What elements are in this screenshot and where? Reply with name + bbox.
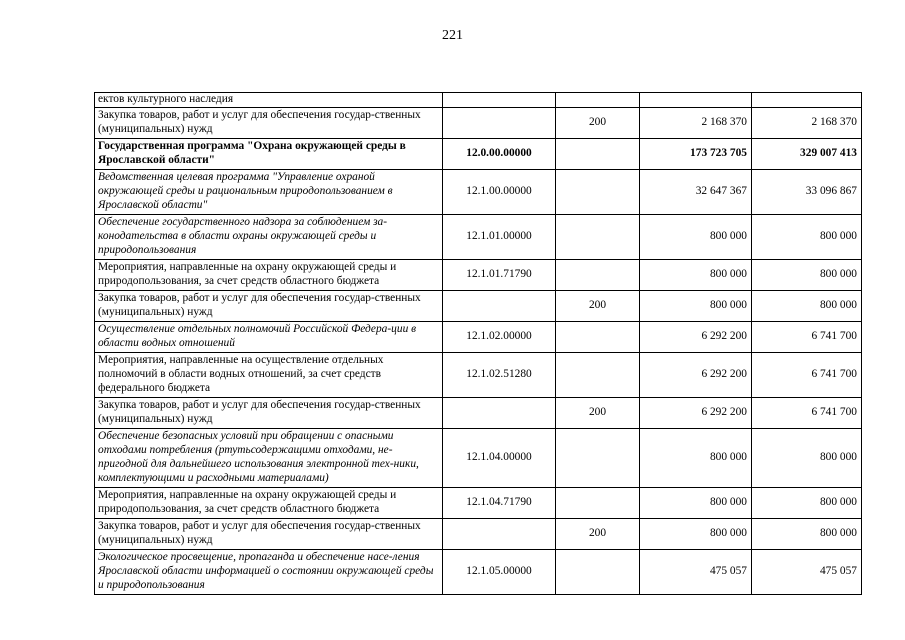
row-name: Обеспечение государственного надзора за соблюдением за-конодательства в области охраны окружающей среды и природопользования [95, 214, 443, 259]
row-expense-type [556, 487, 640, 518]
table-row [95, 487, 862, 518]
row-expense-type [556, 138, 640, 169]
page-number: 221 [442, 28, 463, 43]
row-value-2: 6 741 700 [752, 321, 862, 352]
row-value-2: 800 000 [752, 259, 862, 290]
row-expense-type: 200 [556, 397, 640, 428]
row-name: Мероприятия, направленные на охрану окружающей среды и природопользования, за счет средств областного бюджета [95, 259, 443, 290]
row-code [443, 397, 556, 428]
row-name: Закупка товаров, работ и услуг для обеспечения государ-ственных (муниципальных) нужд [95, 397, 443, 428]
row-expense-type: 200 [556, 518, 640, 549]
row-expense-type [556, 321, 640, 352]
row-name: ектов культурного наследия [95, 93, 443, 108]
row-expense-type: 200 [556, 290, 640, 321]
row-code: 12.1.00.00000 [443, 169, 556, 214]
table-row [95, 169, 862, 214]
table-row [95, 214, 862, 259]
budget-table [94, 92, 862, 595]
table-row [95, 290, 862, 321]
table-row [95, 321, 862, 352]
row-expense-type [556, 214, 640, 259]
row-value-2: 329 007 413 [752, 138, 862, 169]
row-value-1: 475 057 [640, 549, 752, 594]
row-value-1 [640, 93, 752, 108]
table-row [95, 549, 862, 594]
row-value-2: 33 096 867 [752, 169, 862, 214]
row-name: Закупка товаров, работ и услуг для обеспечения государ-ственных (муниципальных) нужд [95, 107, 443, 138]
row-value-1: 6 292 200 [640, 352, 752, 397]
row-code: 12.1.05.00000 [443, 549, 556, 594]
row-code: 12.1.02.51280 [443, 352, 556, 397]
table-row [95, 397, 862, 428]
row-value-2: 6 741 700 [752, 352, 862, 397]
row-name: Закупка товаров, работ и услуг для обеспечения государ-ственных (муниципальных) нужд [95, 518, 443, 549]
row-name: Экологическое просвещение, пропаганда и обеспечение насе-ления Ярославской области информацией о состоянии окружающей среды и природопользования [95, 549, 443, 594]
row-code: 12.1.04.00000 [443, 428, 556, 487]
row-code: 12.1.02.00000 [443, 321, 556, 352]
table-row [95, 518, 862, 549]
row-name: Государственная программа "Охрана окружающей среды в Ярославской области" [95, 138, 443, 169]
row-expense-type [556, 93, 640, 108]
row-value-2: 6 741 700 [752, 397, 862, 428]
row-name: Мероприятия, направленные на осуществление отдельных полномочий в области водных отношений, за счет средств федерального бюджета [95, 352, 443, 397]
row-code: 12.1.01.71790 [443, 259, 556, 290]
row-code [443, 107, 556, 138]
row-name: Обеспечение безопасных условий при обращении с опасными отходами потребления (ртутьсодержащими отходами, не-пригодной для дальнейшего использования электронной тех-ники, комплектующими и расходными материалами) [95, 428, 443, 487]
table-row [95, 107, 862, 138]
row-code: 12.1.04.71790 [443, 487, 556, 518]
row-value-1: 800 000 [640, 259, 752, 290]
row-code [443, 518, 556, 549]
row-expense-type [556, 169, 640, 214]
row-expense-type: 200 [556, 107, 640, 138]
row-value-1: 6 292 200 [640, 397, 752, 428]
row-name: Осуществление отдельных полномочий Российской Федера-ции в области водных отношений [95, 321, 443, 352]
row-value-2: 800 000 [752, 487, 862, 518]
row-value-1: 173 723 705 [640, 138, 752, 169]
table-row [95, 259, 862, 290]
row-code: 12.0.00.00000 [443, 138, 556, 169]
row-code [443, 93, 556, 108]
row-value-2 [752, 93, 862, 108]
row-code: 12.1.01.00000 [443, 214, 556, 259]
row-value-2: 800 000 [752, 518, 862, 549]
table-row [95, 352, 862, 397]
row-value-1: 32 647 367 [640, 169, 752, 214]
row-value-1: 2 168 370 [640, 107, 752, 138]
row-value-2: 800 000 [752, 290, 862, 321]
row-value-1: 800 000 [640, 214, 752, 259]
row-expense-type [556, 352, 640, 397]
row-value-2: 800 000 [752, 214, 862, 259]
row-value-2: 800 000 [752, 428, 862, 487]
row-code [443, 290, 556, 321]
row-value-1: 800 000 [640, 518, 752, 549]
row-name: Мероприятия, направленные на охрану окружающей среды и природопользования, за счет средств областного бюджета [95, 487, 443, 518]
table-row [95, 138, 862, 169]
row-value-1: 6 292 200 [640, 321, 752, 352]
row-value-1: 800 000 [640, 428, 752, 487]
row-value-2: 2 168 370 [752, 107, 862, 138]
table-row [95, 93, 862, 108]
table-row [95, 428, 862, 487]
row-name: Ведомственная целевая программа "Управление охраной окружающей среды и рациональным природопользованием в Ярославской области" [95, 169, 443, 214]
row-name: Закупка товаров, работ и услуг для обеспечения государ-ственных (муниципальных) нужд [95, 290, 443, 321]
row-expense-type [556, 428, 640, 487]
row-expense-type [556, 259, 640, 290]
row-value-1: 800 000 [640, 290, 752, 321]
row-value-2: 475 057 [752, 549, 862, 594]
row-expense-type [556, 549, 640, 594]
row-value-1: 800 000 [640, 487, 752, 518]
